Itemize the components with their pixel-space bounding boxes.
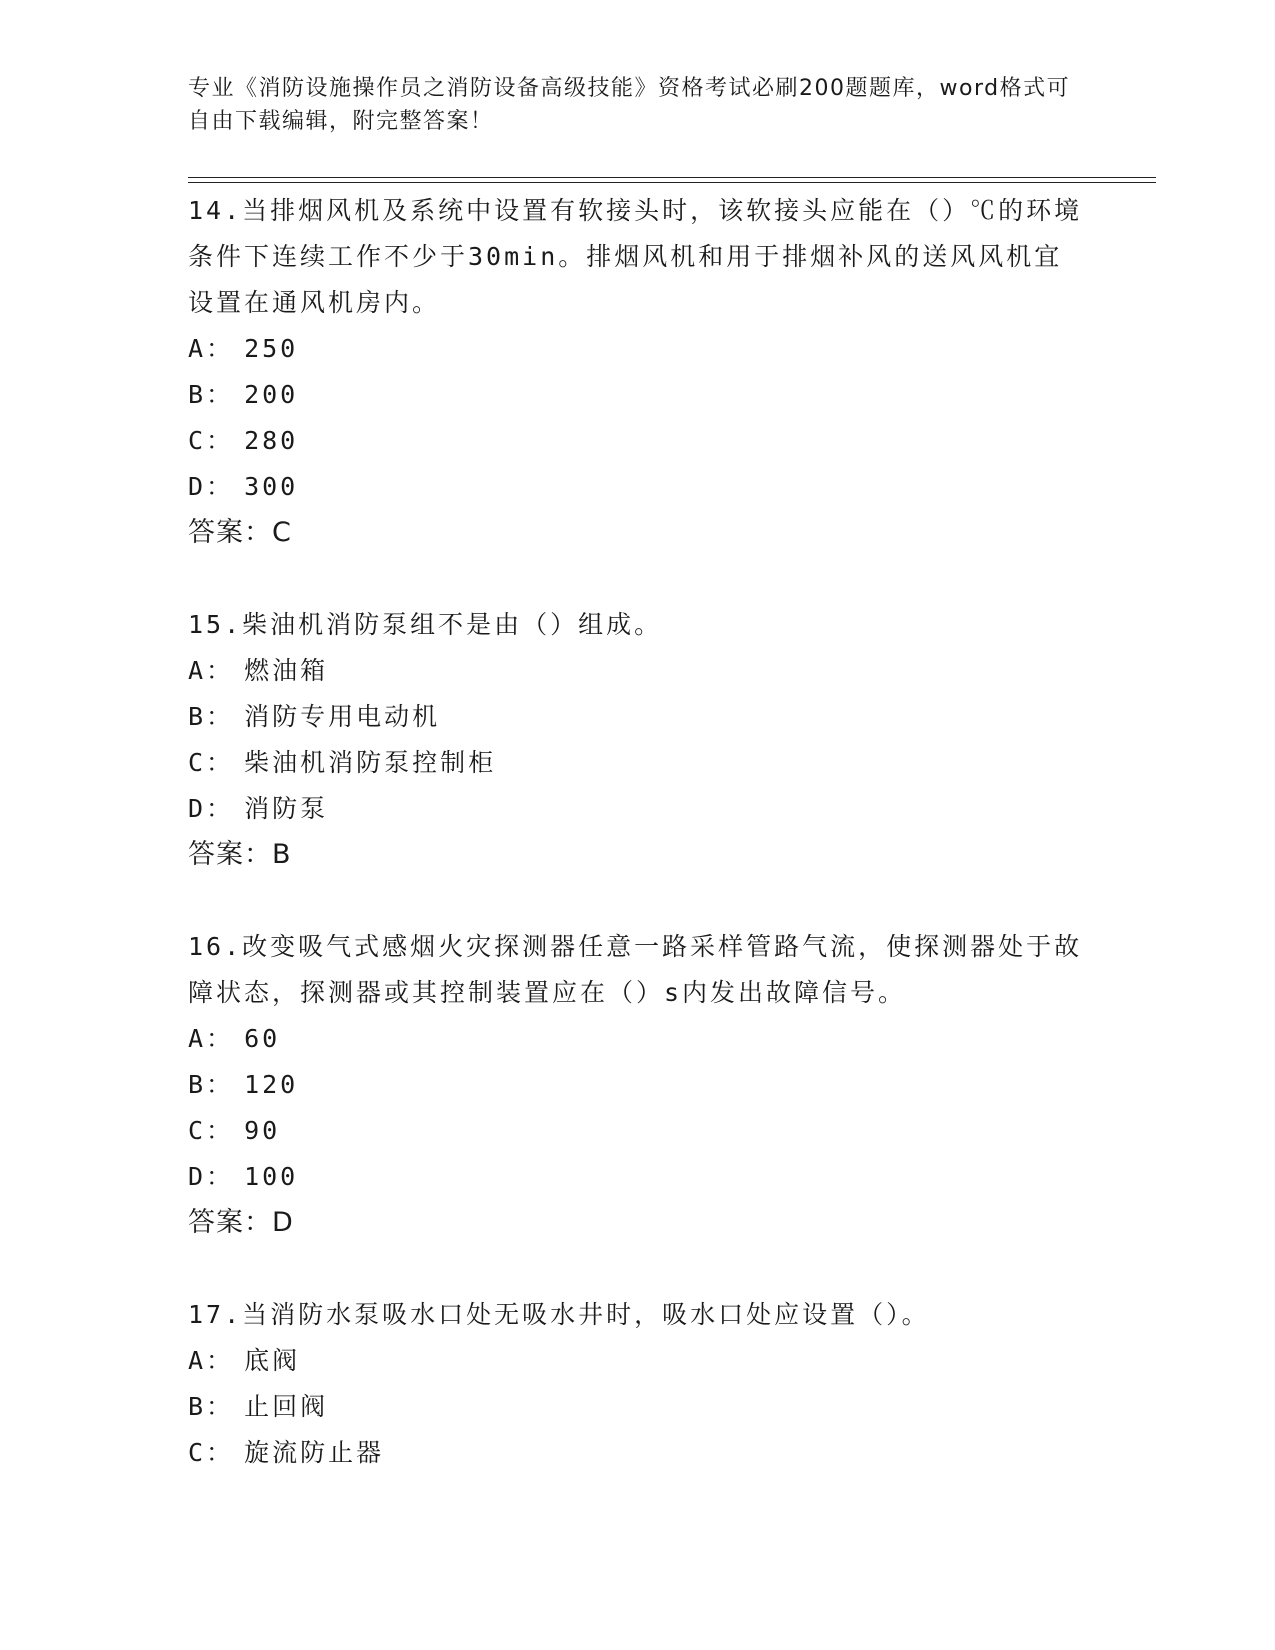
option-text: 消防泵 xyxy=(244,794,329,823)
question-stem: 15.柴油机消防泵组不是由（）组成。 xyxy=(188,610,663,639)
option-text: 旋流防止器 xyxy=(244,1438,385,1467)
option-text: 消防专用电动机 xyxy=(244,702,441,731)
option-key: A： xyxy=(188,334,235,363)
question-stem: 14.当排烟风机及系统中设置有软接头时，该软接头应能在（）℃的环境条件下连续工作不少于30min。排烟风机和用于排烟补风的送风风机宜设置在通风机房内。 xyxy=(188,196,1083,317)
option-key: C： xyxy=(188,426,235,455)
answer-option xyxy=(188,1108,1088,1154)
option-key: A： xyxy=(188,1346,235,1375)
question-block xyxy=(188,188,1088,602)
answer-option xyxy=(188,418,1088,464)
option-key: B： xyxy=(188,1070,235,1099)
option-key: D： xyxy=(188,794,235,823)
option-text: 200 xyxy=(244,380,299,409)
option-key: B： xyxy=(188,702,235,731)
option-key: A： xyxy=(188,1024,235,1053)
option-text: 60 xyxy=(244,1024,281,1053)
document-header: 专业《消防设施操作员之消防设备高级技能》资格考试必刷200题题库，word格式可自由下载编辑，附完整答案！ xyxy=(188,76,1071,134)
answer-option xyxy=(188,326,1088,372)
question-spacer xyxy=(188,1246,1088,1292)
question-block xyxy=(188,1292,1088,1476)
question-stem: 16.改变吸气式感烟火灾探测器任意一路采样管路气流，使探测器处于故障状态，探测器或其控制装置应在（）s内发出故障信号。 xyxy=(188,932,1083,1007)
answer-option xyxy=(188,464,1088,510)
option-key: B： xyxy=(188,380,235,409)
header-divider-bottom xyxy=(188,182,1156,183)
answer-option xyxy=(188,648,1088,694)
question-block xyxy=(188,924,1088,1292)
option-text: 止回阀 xyxy=(244,1392,329,1421)
question-block xyxy=(188,602,1088,924)
answer-option xyxy=(188,1062,1088,1108)
answer-option xyxy=(188,786,1088,832)
header-divider-top xyxy=(188,177,1156,178)
question-spacer xyxy=(188,878,1088,924)
answer-line: 答案：D xyxy=(188,1207,294,1238)
answer-option xyxy=(188,372,1088,418)
option-key: C： xyxy=(188,1438,235,1467)
answer-option xyxy=(188,1154,1088,1200)
option-text: 90 xyxy=(244,1116,281,1145)
answer-option xyxy=(188,1384,1088,1430)
option-text: 300 xyxy=(244,472,299,501)
option-text: 底阀 xyxy=(244,1346,301,1375)
option-text: 280 xyxy=(244,426,299,455)
answer-option xyxy=(188,1338,1088,1384)
option-key: C： xyxy=(188,1116,235,1145)
answer-option xyxy=(188,694,1088,740)
answer-option xyxy=(188,740,1088,786)
option-key: D： xyxy=(188,1162,235,1191)
answer-option xyxy=(188,1016,1088,1062)
answer-option xyxy=(188,1430,1088,1476)
option-text: 柴油机消防泵控制柜 xyxy=(244,748,497,777)
option-text: 燃油箱 xyxy=(244,656,329,685)
option-text: 250 xyxy=(244,334,299,363)
question-list xyxy=(188,188,1088,1476)
option-key: C： xyxy=(188,748,235,777)
option-key: D： xyxy=(188,472,235,501)
option-key: B： xyxy=(188,1392,235,1421)
answer-line: 答案：C xyxy=(188,517,292,548)
option-key: A： xyxy=(188,656,235,685)
option-text: 120 xyxy=(244,1070,299,1099)
question-spacer xyxy=(188,556,1088,602)
answer-line: 答案：B xyxy=(188,839,292,870)
option-text: 100 xyxy=(244,1162,299,1191)
question-stem: 17.当消防水泵吸水口处无吸水井时，吸水口处应设置（）。 xyxy=(188,1300,930,1329)
